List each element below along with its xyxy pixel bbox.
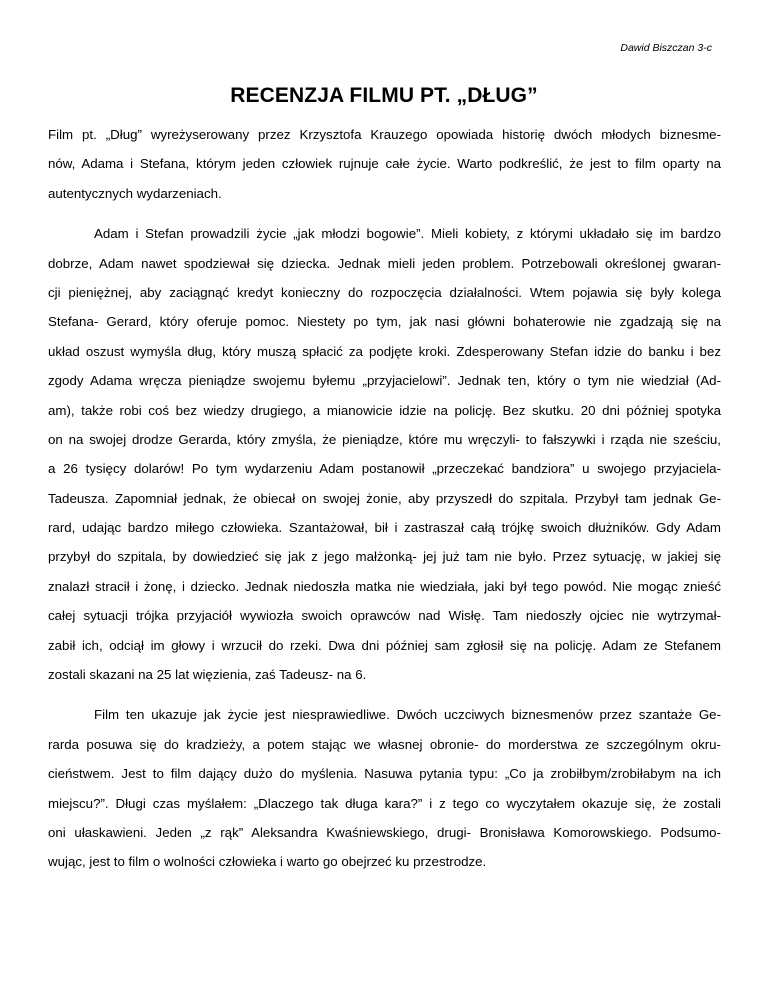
paragraph-3-line: miejscu?”. Długi czas myślałem: „Dlaczego tak długa kara?” i z tego co wyczytałem okazuje się, że zostali bbox=[48, 795, 721, 811]
author-name: Dawid Biszczan 3-c bbox=[620, 42, 712, 54]
paragraph-2-line: przybył do szpitala, by dowiedzieć się jak z jego małżonką- jej już tam nie było. Przez sytuację, w jakiej się bbox=[48, 549, 721, 565]
paragraph-2-line: zgody Adama wręcza pieniądze swojemu byłemu „przyjacielowi”. Jednak ten, który o tym nie wiedział (Ad- bbox=[48, 373, 721, 389]
paragraph-3-line: oni ułaskawieni. Jeden „z rąk” Aleksandra Kwaśniewskiego, drugi- Bronisława Komorowskiego. Podsumo- bbox=[48, 824, 721, 840]
paragraph-2-line: cji pieniężnej, aby zaciągnąć kredyt konieczny do rozpoczęcia działalności. Wtem pojawia się były kolega bbox=[48, 284, 721, 300]
paragraph-2-line: am), także robi coś bez wiedzy drugiego, a mianowicie idzie na policję. Bez skutku. 20 dni później spotyka bbox=[48, 402, 721, 418]
paragraph-2-line: Tadeusza. Zapomniał jednak, że obiecał on swojej żonie, aby przyszedł do szpitala. Przybył tam jednak Ge- bbox=[48, 490, 721, 506]
paragraph-1-line: autentycznych wydarzeniach. bbox=[48, 185, 222, 201]
paragraph-spacer bbox=[48, 208, 721, 219]
paragraph-1-line: nów, Adama i Stefana, którym jeden człowiek rujnuje całe życie. Warto podkreślić, że jest to film oparty na bbox=[48, 156, 721, 172]
paragraph-2-line: on na swojej drodze Gerarda, który zmyśla, że pieniądze, które mu wręczyli- to fałszywki i rząda nie sześciu, bbox=[48, 431, 721, 447]
page-title: RECENZJA FILMU PT. „DŁUG” bbox=[230, 84, 538, 107]
paragraph-2-line: Stefana- Gerard, który oferuje pomoc. Niestety po tym, jak nasi główni bohaterowie nie zgadzają się na bbox=[48, 314, 721, 330]
paragraph-2-line: układ oszust wymyśla dług, który muszą spłacić za podjęte kroki. Zdesperowany Stefan idzie do banku i bez bbox=[48, 343, 721, 359]
paragraph-3-line: cieństwem. Jest to film dający dużo do myślenia. Nasuwa pytania typu: „Co ja zrobiłbym/zrobiłabym na ich bbox=[48, 766, 721, 782]
paragraph-spacer bbox=[48, 689, 721, 700]
paragraph-2-line: dobrze, Adam nawet spodziewał się dziecka. Jednak mieli jeden problem. Potrzebowali określonej gwaran- bbox=[48, 255, 721, 271]
paragraph-2-line: całej sytuacji trójka przyjaciół wywiozła swoich oprawców nad Wisłę. Tam niedoszły ojciec nie wytrzymał- bbox=[48, 608, 721, 624]
paragraph-1-line: Film pt. „Dług” wyreżyserowany przez Krzysztofa Krauzego opowiada historię dwóch młodych biznesme- bbox=[48, 127, 721, 142]
paragraph-3-line: wując, jest to film o wolności człowieka i warto go obejrzeć ku przestrodze. bbox=[48, 854, 487, 870]
paragraph-2-line: a 26 tysięcy dolarów! Po tym wydarzeniu Adam postanowił „przeczekać bandziora” u swojego przyjaciela- bbox=[48, 461, 721, 477]
paragraph-2-line: rard, udając bardzo miłego człowieka. Szantażował, bił i zastraszał całą trójkę swoich dłużników. Gdy Adam bbox=[48, 520, 721, 536]
paragraph-3-line: Film ten ukazuje jak życie jest niesprawiedliwe. Dwóch uczciwych biznesmenów przez szantaże Ge- bbox=[94, 707, 721, 723]
paragraph-2-line: zabił ich, odciął im głowy i wrzucił do rzeki. Dwa dni później sam zgłosił się na policję. Adam ze Stefanem bbox=[48, 637, 721, 653]
paragraph-2-line: zostali skazani na 25 lat więzienia, zaś Tadeusz- na 6. bbox=[48, 667, 367, 683]
review-body bbox=[48, 120, 721, 877]
paragraph-3-line: rarda posuwa się do kradzieży, a potem stając we własnej obronie- do morderstwa ze szczególnym okru- bbox=[48, 736, 721, 752]
paragraph-2-line: znalazł stracił i żonę, i dziecko. Jednak niedoszła matka nie wiedziała, jaki był tego powód. Nie mogąc znieść bbox=[48, 578, 721, 594]
paragraph-2-line: Adam i Stefan prowadzili życie „jak młodzi bogowie”. Mieli kobiety, z którymi układało się im bardzo bbox=[94, 226, 721, 242]
